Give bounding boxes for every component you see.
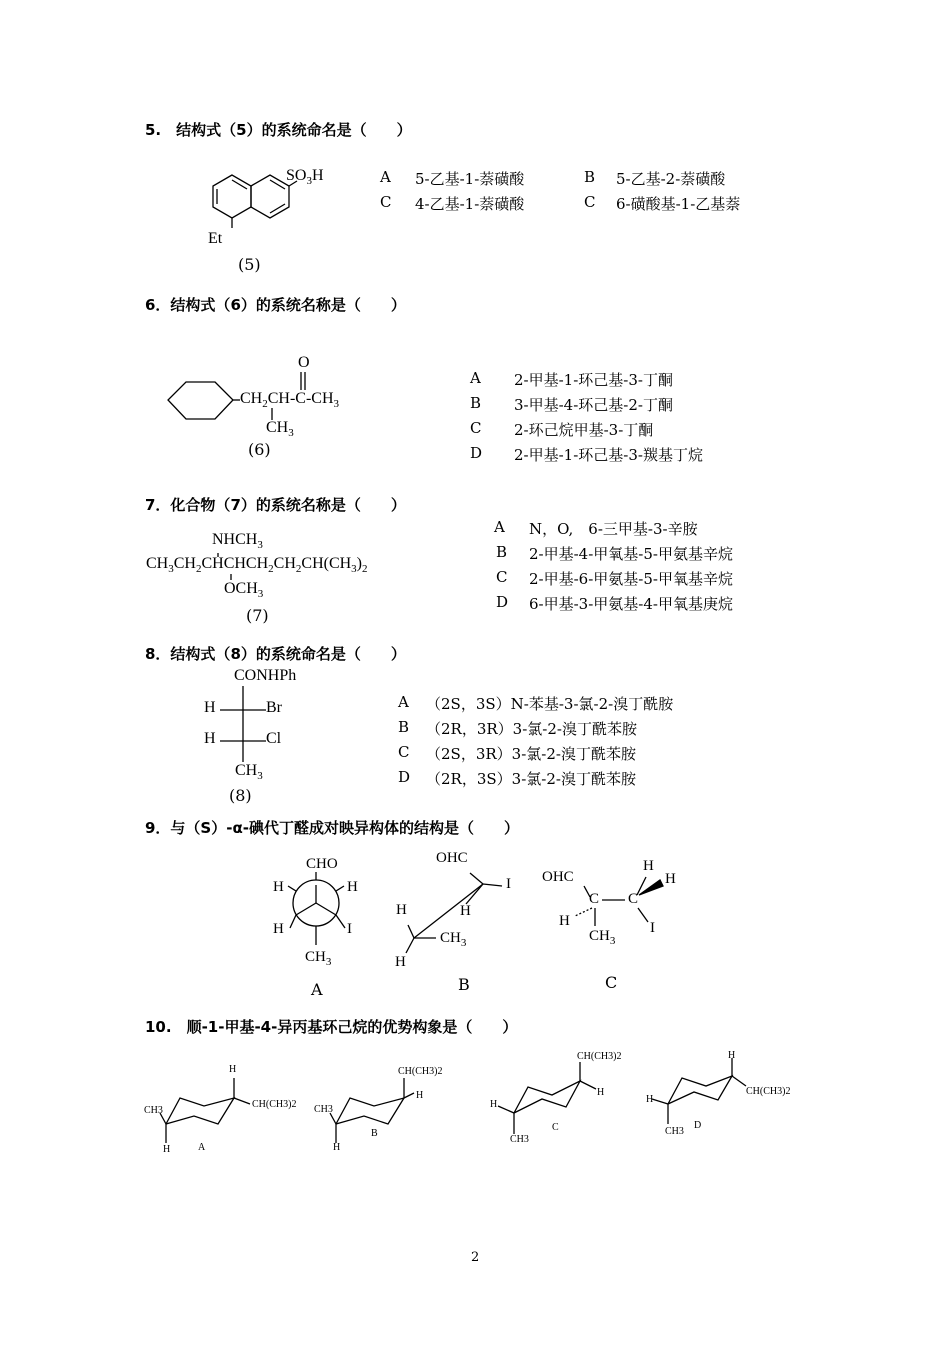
q8-option-letter: A: [398, 693, 409, 711]
q7-option-letter: D: [496, 593, 509, 611]
q9b-h-back1: H: [396, 902, 407, 918]
q8-bottom-group: $CH_3$: [235, 762, 263, 783]
q8-option-text: （2S，3S）N-苯基-3-氯-2-溴丁酰胺: [426, 695, 674, 713]
q10b-left: CH3: [314, 1104, 333, 1115]
q10b-top: CH(CH3)2: [398, 1066, 443, 1077]
q5-structure-label: (5): [238, 255, 261, 274]
q9a-cho: CHO: [306, 856, 338, 872]
chair-D: [652, 1058, 746, 1124]
q7-main-chain: $CH_3CH_2CHCHCH_2CH_2CH(CH_3)_2$: [146, 555, 368, 576]
q9-option-a-label: A: [311, 980, 323, 999]
q9c-h-left: H: [559, 913, 570, 929]
q8-row1-right: Br: [266, 699, 282, 716]
q6-option-letter: C: [470, 419, 482, 437]
q8-option-text: （2S，3R）3-氯-2-溴丁酰苯胺: [426, 745, 636, 763]
q7-nhch3: $NHCH_3$: [212, 531, 263, 552]
q10c-top: CH(CH3)2: [577, 1051, 622, 1062]
q5-sulfonic-group: $SO_3H$: [286, 167, 324, 188]
q10-option-a-label: A: [198, 1142, 206, 1153]
q9b-ohc: OHC: [436, 850, 468, 866]
question-9-title: 9．与（S）-α-碘代丁醛成对映异构体的结构是（ ）: [145, 819, 519, 837]
q7-option-letter: A: [494, 518, 505, 536]
q5-option-text: 5-乙基-1-萘磺酸: [415, 170, 525, 188]
q9a-h1: H: [273, 879, 284, 895]
q6-option-text: 2-甲基-1-环己基-3-羰基丁烷: [514, 446, 703, 464]
q9c-h-top: H: [643, 858, 654, 874]
q10c-h-left: H: [490, 1099, 498, 1110]
q9c-i: I: [650, 920, 655, 936]
naphthalene-ring-left: [213, 175, 251, 218]
q9a-h3: H: [273, 921, 284, 937]
q5-option-text: 5-乙基-2-萘磺酸: [616, 170, 726, 188]
q9-option-c-label: C: [605, 973, 618, 992]
q10c-h-right: H: [597, 1087, 605, 1098]
q10c-bottom: CH3: [510, 1134, 529, 1145]
question-7-title: 7．化合物（7）的系统名称是（ ）: [145, 496, 406, 514]
q9c-c1: C: [589, 891, 600, 907]
q8-structure-label: (8): [229, 786, 252, 805]
q10d-bottom: CH3: [665, 1126, 684, 1137]
q9b-ch3: $CH_3$: [440, 930, 467, 949]
q10d-right: CH(CH3)2: [746, 1086, 791, 1097]
q8-row2-right: Cl: [266, 730, 282, 747]
chair-A: [160, 1078, 250, 1143]
question-10-title: 10. 顺-1-甲基-4-异丙基环己烷的优势构象是（ ）: [145, 1018, 518, 1036]
q9b-i: I: [506, 876, 511, 892]
q6-structure-label: (6): [248, 440, 271, 459]
q8-top-group: CONHPh: [234, 667, 297, 684]
q7-structure-label: (7): [246, 606, 269, 625]
q6-option-text: 2-甲基-1-环己基-3-丁酮: [514, 371, 673, 389]
q5-option-letter: C: [380, 193, 392, 211]
naphthalene-ring-right: [251, 175, 289, 218]
q5-option-text: 6-磺酸基-1-乙基萘: [616, 195, 741, 213]
q8-option-letter: D: [398, 768, 411, 786]
q6-option-letter: A: [470, 369, 481, 387]
q7-option-text: N，O, 6-三甲基-3-辛胺: [529, 520, 698, 538]
q6-option-letter: D: [470, 444, 483, 462]
q10-option-d-label: D: [694, 1120, 702, 1131]
q10b-h-right: H: [416, 1090, 424, 1101]
question-6-title: 6．结构式（6）的系统名称是（ ）: [145, 296, 406, 314]
q10d-h-left: H: [646, 1094, 654, 1105]
q7-option-letter: C: [496, 568, 508, 586]
chair-C: [498, 1062, 596, 1134]
q10a-left: CH3: [144, 1105, 163, 1116]
q7-option-text: 2-甲基-6-甲氨基-5-甲氧基辛烷: [529, 570, 733, 588]
q9c-h-right: H: [665, 871, 676, 887]
q5-ethyl-group: Et: [208, 230, 223, 247]
q8-option-text: （2R，3R）3-氯-2-溴丁酰苯胺: [426, 720, 637, 738]
q9-option-b-label: B: [458, 975, 470, 994]
q10a-h-top: H: [229, 1064, 237, 1075]
q9c-c2: C: [628, 891, 639, 907]
q9a-ch3: $CH_3$: [305, 949, 332, 968]
q5-option-text: 4-乙基-1-萘磺酸: [415, 195, 525, 213]
q5-option-letter: C: [584, 193, 596, 211]
q9c-ch3: $CH_3$: [589, 928, 616, 947]
q8-option-letter: C: [398, 743, 410, 761]
question-5-title: 5. 结构式（5）的系统命名是（ ）: [145, 121, 412, 139]
q8-option-text: （2R，3S）3-氯-2-溴丁酰苯胺: [426, 770, 636, 788]
q6-chain: $CH_2CH-C-CH_3$: [240, 390, 340, 411]
q7-option-text: 2-甲基-4-甲氧基-5-甲氨基辛烷: [529, 545, 733, 563]
q9a-h2: H: [347, 879, 358, 895]
q5-option-letter: A: [380, 168, 391, 186]
q8-row2-left: H: [204, 730, 216, 747]
q9b-h-front: H: [460, 903, 471, 919]
q7-och3: $OCH_3$: [224, 580, 264, 601]
q9a-i: I: [347, 921, 352, 937]
q10a-h-bottom: H: [163, 1144, 171, 1155]
page-number: 2: [471, 1250, 480, 1265]
q7-option-text: 6-甲基-3-甲氨基-4-甲氧基庚烷: [529, 595, 733, 613]
q9c-ohc: OHC: [542, 869, 574, 885]
q10a-right: CH(CH3)2: [252, 1099, 297, 1110]
q10b-h-bottom: H: [333, 1142, 341, 1153]
q10-option-b-label: B: [371, 1128, 378, 1139]
q6-option-text: 2-环己烷甲基-3-丁酮: [514, 421, 654, 439]
q6-oxygen: O: [298, 354, 310, 371]
cyclohexane-ring: [168, 382, 233, 419]
q9b-h-back2: H: [395, 954, 406, 970]
q8-row1-left: H: [204, 699, 216, 716]
q5-option-letter: B: [584, 168, 596, 186]
q10d-h-top: H: [728, 1050, 736, 1061]
q7-option-letter: B: [496, 543, 508, 561]
q6-option-text: 3-甲基-4-环己基-2-丁酮: [514, 396, 673, 414]
q6-methyl: $CH_3$: [266, 419, 294, 440]
question-8-title: 8．结构式（8）的系统命名是（ ）: [145, 645, 406, 663]
q8-option-letter: B: [398, 718, 410, 736]
q6-option-letter: B: [470, 394, 482, 412]
q10-option-c-label: C: [552, 1122, 559, 1133]
